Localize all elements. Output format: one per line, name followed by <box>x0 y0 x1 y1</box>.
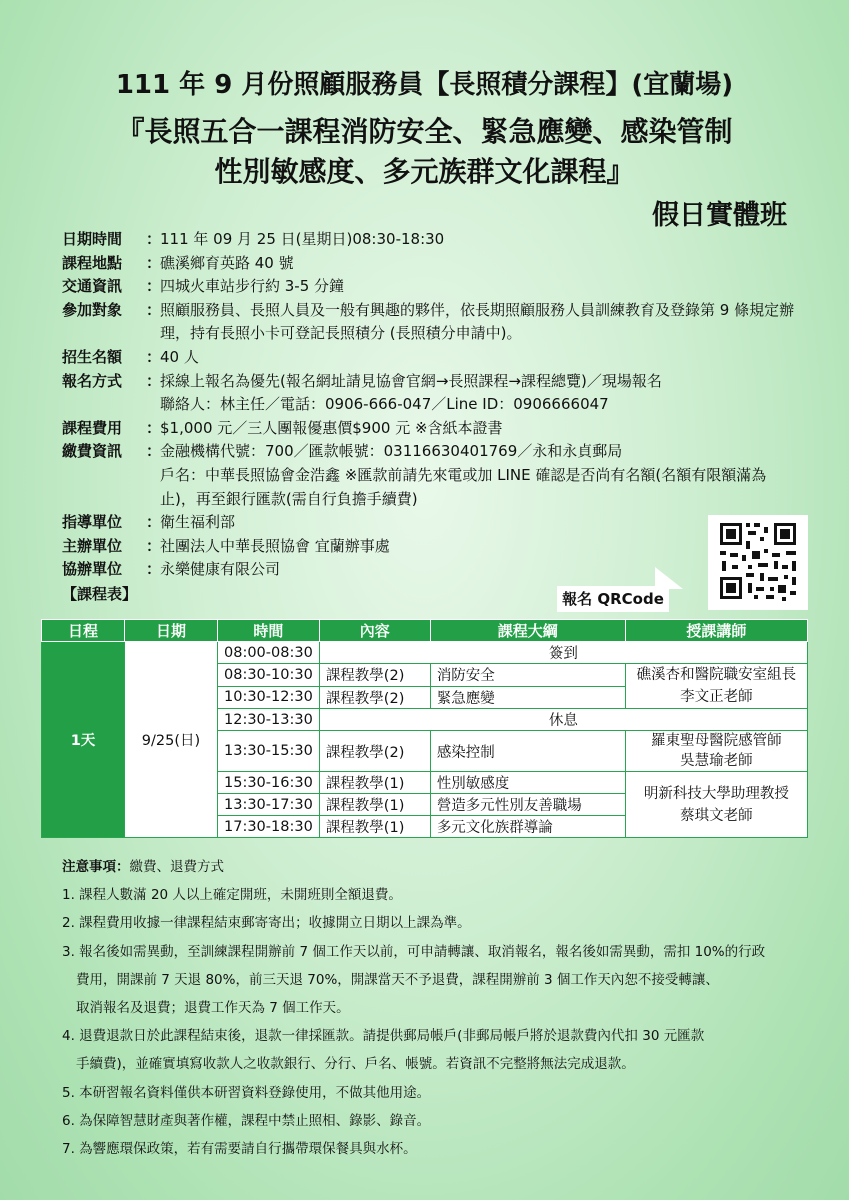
time-cell: 13:30-15:30 <box>218 731 320 772</box>
info-label <box>62 393 146 417</box>
info-colon: ： <box>146 230 162 248</box>
content-cell: 課程教學(2) <box>319 731 430 772</box>
note-line: 4. 退費退款日於此課程結束後，退款一律採匯款。請提供郵局帳戶(非郵局帳戶將於退款費內代扣 30 元匯款 <box>62 1028 705 1045</box>
info-colon: ： <box>146 442 162 461</box>
header-teacher: 授課講師 <box>625 620 807 642</box>
info-value: 礁溪鄉育英路 40 號 <box>160 253 294 272</box>
outline-cell: 感染控制 <box>430 731 625 772</box>
info-colon <box>146 393 160 417</box>
note-line: 2. 課程費用收據一律課程結束郵寄寄出；收據開立日期以上課為準。 <box>62 915 471 932</box>
info-row <box>62 346 802 370</box>
notes-heading <box>62 853 782 881</box>
info-colon <box>146 464 160 511</box>
info-colon: ： <box>146 536 162 555</box>
content-cell: 課程教學(1) <box>319 794 430 816</box>
info-label: 日期時間 <box>62 230 123 248</box>
info-label: 招生名額 <box>62 347 123 366</box>
info-row <box>62 275 802 299</box>
info-row <box>62 417 802 441</box>
note-line: 6. 為保障智慧財產與著作權，課程中禁止照相、錄影、錄音。 <box>62 1112 431 1129</box>
outline-cell: 性別敏感度 <box>430 772 625 794</box>
info-colon: ： <box>146 253 162 272</box>
teacher-cell: 羅東聖母醫院感管師 吳慧瑜老師 <box>625 731 807 772</box>
info-row <box>62 370 802 394</box>
note-line: 取消報名及退費；退費工作天為 7 個工作天。 <box>76 1000 350 1017</box>
header-time: 時間 <box>218 620 320 642</box>
info-value: 111 年 09 月 25 日(星期日)08:30-18:30 <box>160 230 445 248</box>
info-value: 永樂健康有限公司 <box>160 560 281 579</box>
page-title: 111 年 9 月份照顧服務員【長照積分課程】(宜蘭場) <box>115 70 734 100</box>
info-row <box>62 511 802 535</box>
content-cell: 課程教學(2) <box>319 686 430 709</box>
info-label: 指導單位 <box>62 513 123 532</box>
info-block <box>62 228 802 582</box>
info-colon: ： <box>146 277 162 296</box>
note-line: 5. 本研習報名資料僅供本研習資料登錄使用，不做其他用途。 <box>62 1084 431 1101</box>
info-row <box>62 558 802 582</box>
info-colon: ： <box>146 300 162 319</box>
time-cell: 10:30-12:30 <box>218 686 320 709</box>
day-cell: 1天 <box>42 642 125 838</box>
info-value: 衛生福利部 <box>160 513 236 532</box>
info-row <box>62 440 802 464</box>
notes-section <box>62 853 782 1163</box>
time-cell: 08:00-08:30 <box>218 642 320 664</box>
outline-cell: 多元文化族群導論 <box>430 816 625 838</box>
info-value: 社團法人中華長照協會 宜蘭辦事處 <box>160 536 390 555</box>
subtitle-line-1: 『長照五合一課程消防安全、緊急應變、感染管制 <box>116 115 733 148</box>
info-row <box>62 535 802 559</box>
header-content: 內容 <box>319 620 430 642</box>
time-cell: 15:30-16:30 <box>218 772 320 794</box>
info-row <box>62 464 802 511</box>
table-header-row <box>42 620 808 642</box>
class-type: 假日實體班 <box>652 200 787 231</box>
header-day: 日程 <box>42 620 125 642</box>
info-row <box>62 393 802 417</box>
content-cell: 課程教學(1) <box>319 816 430 838</box>
note-line: 1. 課程人數滿 20 人以上確定開班，未開班則全額退費。 <box>62 887 402 904</box>
info-colon: ： <box>146 513 162 532</box>
time-cell: 13:30-17:30 <box>218 794 320 816</box>
info-colon: ： <box>146 560 162 579</box>
info-label: 主辦單位 <box>62 536 123 555</box>
content-cell: 課程教學(2) <box>319 664 430 687</box>
note-line: 7. 為響應環保政策，若有需要請自行攜帶環保餐具與水杯。 <box>62 1141 417 1158</box>
notes-heading-label: 注意事項： <box>62 859 130 875</box>
schedule-table <box>41 619 808 838</box>
signin-cell: 簽到 <box>319 642 807 664</box>
notes-heading-value: 繳費、退費方式 <box>129 859 224 875</box>
table-row <box>42 642 808 664</box>
info-value: 聯絡人：林主任／電話：0906-666-047／Line ID：0906666047 <box>160 395 609 414</box>
info-label <box>62 464 146 511</box>
info-value: 戶名：中華長照協會金浩鑫 ※匯款前請先來電或加 LINE 確認是否尚有名額(名額有限額滿為止)，再至銀行匯款(需自行負擔手續費) <box>160 465 767 508</box>
info-value: $1,000 元／三人團報優惠價$900 元 ※含紙本證書 <box>160 418 503 437</box>
header-outline: 課程大綱 <box>430 620 625 642</box>
info-colon: ： <box>146 347 162 366</box>
outline-cell: 消防安全 <box>430 664 625 687</box>
info-label: 繳費資訊 <box>62 442 123 461</box>
outline-cell: 緊急應變 <box>430 686 625 709</box>
info-label: 協辦單位 <box>62 560 123 579</box>
registration-qr-code[interactable] <box>708 515 808 610</box>
info-label: 交通資訊 <box>62 277 123 296</box>
content-cell: 課程教學(1) <box>319 772 430 794</box>
note-line: 手續費)，並確實填寫收款人之收款銀行、分行、戶名、帳號。若資訊不完整將無法完成退款。 <box>76 1056 635 1073</box>
note-line: 3. 報名後如需異動，至訓練課程開辦前 7 個工作天以前，可申請轉讓、取消報名，報名後如需異動，需扣 10%的行政 <box>62 943 766 960</box>
info-value: 金融機構代號：700／匯款帳號：03116630401769／永和永貞郵局 <box>160 442 623 461</box>
note-line: 費用，開課前 7 天退 80%，前三天退 70%，開課當天不予退費，課程開辦前 3 個工作天內恕不接受轉讓、 <box>76 971 719 988</box>
date-cell: 9/25(日) <box>125 642 218 838</box>
info-value: 採線上報名為優先(報名網址請見協會官網→長照課程→課程總覽)／現場報名 <box>160 371 662 390</box>
info-row <box>62 228 802 252</box>
time-cell: 08:30-10:30 <box>218 664 320 687</box>
info-row <box>62 252 802 276</box>
info-colon: ： <box>146 418 162 437</box>
outline-cell: 營造多元性別友善職場 <box>430 794 625 816</box>
info-value: 40 人 <box>160 347 199 366</box>
info-colon: ： <box>146 371 162 390</box>
teacher-cell: 明新科技大學助理教授 蔡琪文老師 <box>625 772 807 838</box>
qr-label: 報名 QRCode <box>557 586 669 612</box>
time-cell: 12:30-13:30 <box>218 709 320 731</box>
teacher-cell: 礁溪杏和醫院職安室組長 李文正老師 <box>625 664 807 709</box>
time-cell: 17:30-18:30 <box>218 816 320 838</box>
info-label: 課程費用 <box>62 418 123 437</box>
info-value: 四城火車站步行約 3-5 分鐘 <box>160 277 345 296</box>
subtitle-line-2: 性別敏感度、多元族群文化課程』 <box>214 155 635 188</box>
break-cell: 休息 <box>319 709 807 731</box>
info-label: 報名方式 <box>62 371 123 390</box>
info-value: 照顧服務員、長照人員及一般有興趣的夥伴，依長期照顧服務人員訓練教育及登錄第 9 條規定辦理，持有長照小卡可登記長照積分 (長照積分申請中)。 <box>160 300 795 343</box>
info-row <box>62 299 802 346</box>
header-date: 日期 <box>125 620 218 642</box>
info-label: 參加對象 <box>62 300 123 319</box>
info-label: 課程地點 <box>62 253 123 272</box>
schedule-title: 【課程表】 <box>62 585 138 603</box>
